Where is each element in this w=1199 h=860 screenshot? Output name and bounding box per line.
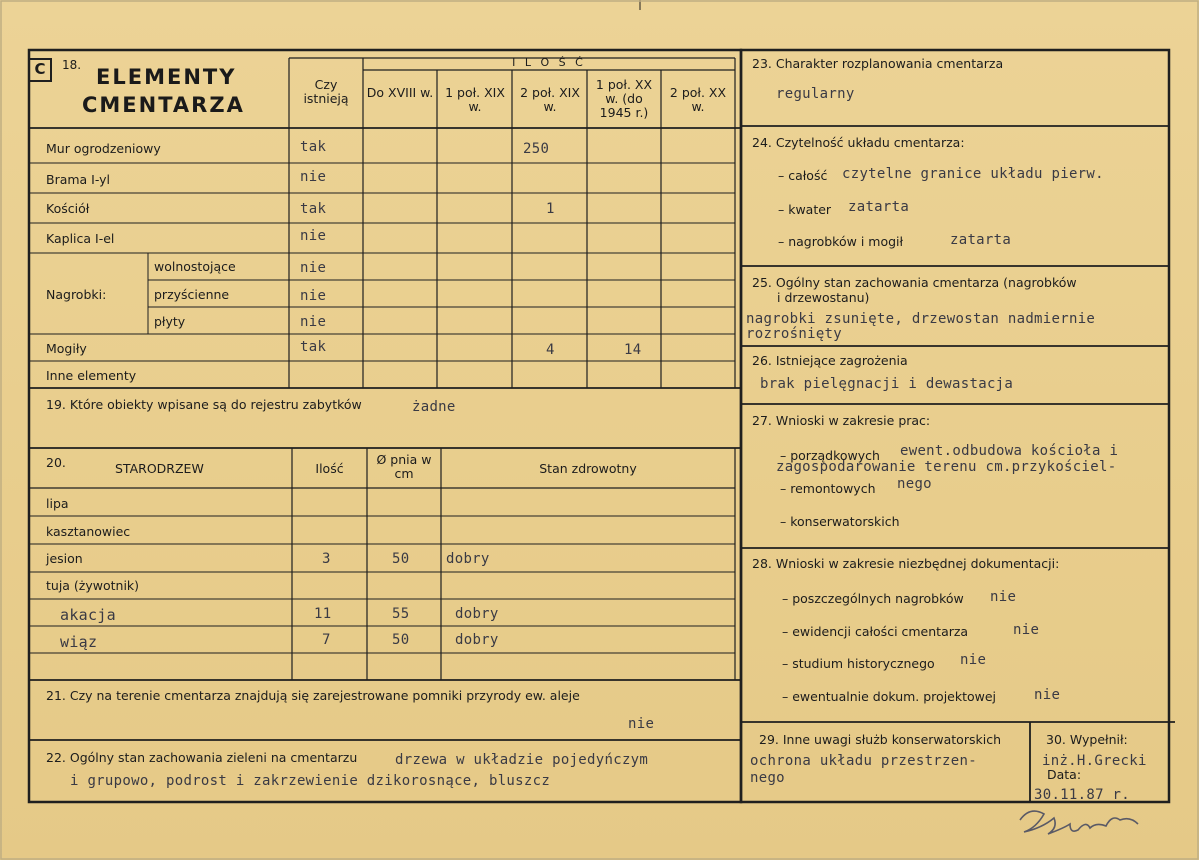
section24-quarters-label: – kwater xyxy=(778,202,832,217)
row-label: płyty xyxy=(154,314,186,329)
section24-whole-label: – całość xyxy=(778,168,828,183)
section18-title-line1: ELEMENTY xyxy=(96,65,237,89)
period-header-3: 2 poł. XIX w. xyxy=(520,85,580,114)
section25-label-line2: i drzewostanu) xyxy=(777,290,870,305)
tree-qty: 3 xyxy=(322,551,331,567)
row-qty: 4 xyxy=(546,342,555,358)
section20-title: STARODRZEW xyxy=(115,461,204,476)
tree-name: kasztanowiec xyxy=(46,524,131,539)
row-label: Brama I-yl xyxy=(46,172,111,187)
period-header-1: Do XVIII w. xyxy=(366,85,434,100)
period-header-5: 2 poł. XX w. xyxy=(669,85,727,114)
row-label: Mogiły xyxy=(46,341,87,356)
section21-label: 21. Czy na terenie cmentarza znajdują się zarejestrowane pomniki przyrody ew. aleje xyxy=(46,688,580,703)
row-label: wolnostojące xyxy=(154,259,236,274)
tree-health: dobry xyxy=(446,551,490,567)
section24-quarters-value: zatarta xyxy=(848,199,910,215)
tree-qty: 7 xyxy=(322,632,331,648)
row-label: Inne elementy xyxy=(46,368,137,383)
section25-value-line2: rozrośnięty xyxy=(746,326,843,342)
row-exists: nie xyxy=(300,260,327,276)
period-header-4: 1 poł. XX w. (do 1945 r.) xyxy=(595,77,653,120)
row-qty: 14 xyxy=(624,342,642,358)
row-exists: nie xyxy=(300,314,327,330)
section30-label: 30. Wypełnił: xyxy=(1046,732,1128,747)
section21-value: nie xyxy=(628,716,655,732)
tree-diam: 55 xyxy=(392,606,410,622)
section18-number: 18. xyxy=(62,58,82,72)
section28-item-label: – ewidencji całości cmentarza xyxy=(782,624,969,639)
section22-label: 22. Ogólny stan zachowania zieleni na cmentarzu xyxy=(46,750,358,765)
row-label: przyścienne xyxy=(154,287,230,302)
tree-name: jesion xyxy=(46,551,83,566)
tree-name: akacja xyxy=(60,606,116,624)
row-exists: nie xyxy=(300,228,327,244)
section29-value-line1: ochrona układu przestrzen- xyxy=(750,753,977,769)
section27-order-label: – porządkowych xyxy=(780,448,880,463)
tree-qty: 11 xyxy=(314,606,332,622)
section27-order-value-line2: zagospodarowanie terenu cm.przykościel- xyxy=(776,459,1117,475)
section27-renov-value: nego xyxy=(897,476,932,492)
section19-value: żadne xyxy=(412,399,456,415)
signature-scribble xyxy=(1020,811,1138,834)
section29-value-line2: nego xyxy=(750,770,785,786)
section28-item-value: nie xyxy=(1034,687,1061,703)
section28-item-value: nie xyxy=(960,652,987,668)
section29-label: 29. Inne uwagi służb konserwatorskich xyxy=(759,732,1001,747)
section30-date-label: Data: xyxy=(1047,767,1082,782)
section28-label: 28. Wnioski w zakresie niezbędnej dokumentacji: xyxy=(752,556,1060,571)
tree-name: wiąz xyxy=(60,633,98,651)
row-exists: tak xyxy=(300,339,327,355)
tree-health: dobry xyxy=(455,632,499,648)
section28-item-label: – poszczególnych nagrobków xyxy=(782,591,964,606)
section27-label: 27. Wnioski w zakresie prac: xyxy=(752,413,931,428)
tree-name: lipa xyxy=(46,496,69,511)
section30-date-value: 30.11.87 r. xyxy=(1034,787,1131,803)
col-exists-header: Czy istnieją xyxy=(303,77,349,106)
section23-label: 23. Charakter rozplanowania cmentarza xyxy=(752,56,1004,71)
section19-label: 19. Które obiekty wpisane są do rejestru zabytków xyxy=(46,397,362,412)
row-label: Kaplica I-el xyxy=(46,231,115,246)
row-exists: tak xyxy=(300,201,327,217)
corner-letter: C xyxy=(34,60,46,78)
row-exists: nie xyxy=(300,169,327,185)
row-label: Mur ogrodzeniowy xyxy=(46,141,161,156)
row-exists: nie xyxy=(300,288,327,304)
section23-value: regularny xyxy=(776,86,855,102)
section28-item-value: nie xyxy=(1013,622,1040,638)
section25-value-line1: nagrobki zsunięte, drzewostan nadmiernie xyxy=(746,311,1096,327)
section27-order-value-line1: ewent.odbudowa kościoła i xyxy=(900,443,1119,459)
section26-label: 26. Istniejące zagrożenia xyxy=(752,353,908,368)
tree-health: dobry xyxy=(455,606,499,622)
section24-label: 24. Czytelność układu cmentarza: xyxy=(752,135,965,150)
tree-diam: 50 xyxy=(392,632,410,648)
section24-graves-value: zatarta xyxy=(950,232,1012,248)
section22-value-line1: drzewa w układzie pojedyńczym xyxy=(395,752,649,768)
section27-conserv-label: – konserwatorskich xyxy=(780,514,900,529)
section28-item-value: nie xyxy=(990,589,1017,605)
row-qty: 1 xyxy=(546,201,555,217)
section22-value-line2: i grupowo, podrost i zakrzewienie dzikorosnące, bluszcz xyxy=(70,773,551,789)
section27-renov-label: – remontowych xyxy=(780,481,876,496)
row-exists: tak xyxy=(300,139,327,155)
section30-value: inż.H.Grecki xyxy=(1042,753,1147,769)
section28-item-label: – studium historycznego xyxy=(782,656,935,671)
section20-number: 20. xyxy=(46,455,66,470)
period-header-2: 1 poł. XIX w. xyxy=(445,85,505,114)
section26-value: brak pielęgnacji i dewastacja xyxy=(760,376,1014,392)
section28-item-label: – ewentualnie dokum. projektowej xyxy=(782,689,997,704)
col-qty-header: I L O Ś Ć xyxy=(512,56,586,69)
col-tree-diam: Ø pnia w cm xyxy=(376,452,432,481)
section24-graves-label: – nagrobków i mogił xyxy=(778,234,904,249)
row-label: Kościół xyxy=(46,201,90,216)
section24-whole-value: czytelne granice układu pierw. xyxy=(842,166,1104,182)
col-tree-qty: Ilość xyxy=(315,461,344,476)
row-qty: 250 xyxy=(523,141,550,157)
tree-name: tuja (żywotnik) xyxy=(46,578,140,593)
section18-title-line2: CMENTARZA xyxy=(82,93,245,117)
nagrobki-label: Nagrobki: xyxy=(46,287,107,302)
col-tree-health: Stan zdrowotny xyxy=(539,461,637,476)
section25-label-line1: 25. Ogólny stan zachowania cmentarza (nagrobków xyxy=(752,275,1077,290)
tree-diam: 50 xyxy=(392,551,410,567)
